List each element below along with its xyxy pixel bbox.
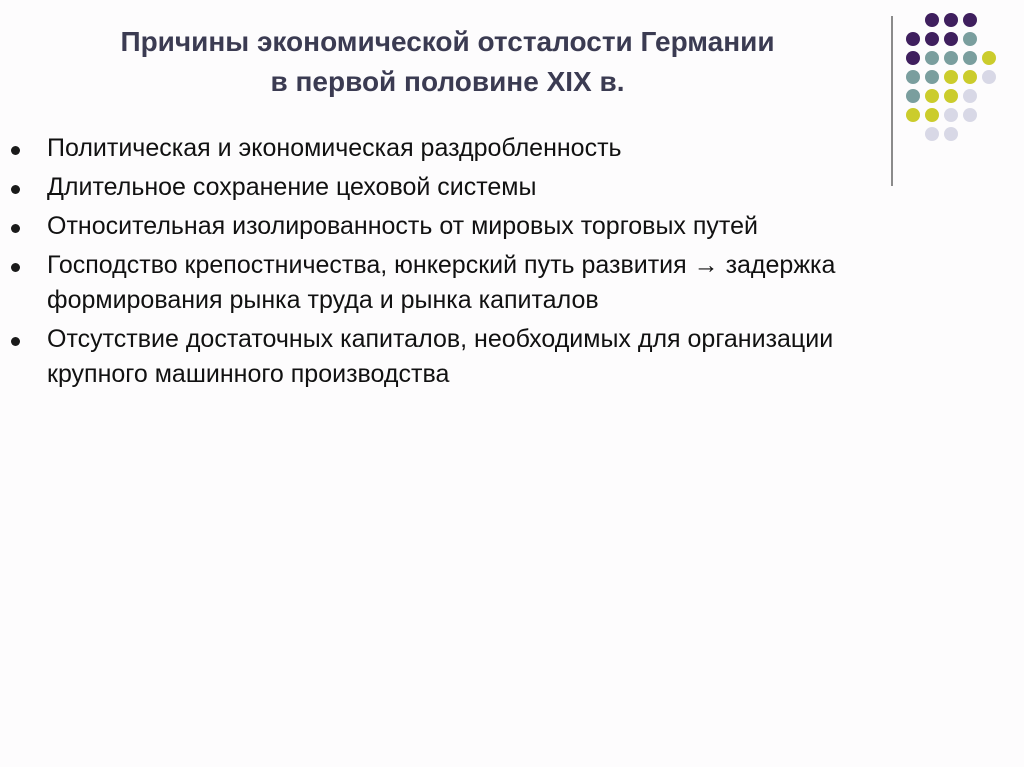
decoration-dot: [906, 108, 920, 122]
decoration-dot: [925, 89, 939, 103]
decoration-dot: [982, 51, 996, 65]
bullet-item: [0, 248, 1000, 318]
bullet-item: [0, 131, 1000, 166]
bullet-dot-icon: [11, 224, 20, 233]
bullet-dot-icon: [11, 146, 20, 155]
slide-title: [0, 22, 895, 102]
decoration-dot: [963, 70, 977, 84]
title-line-1: Причины экономической отсталости Германии: [120, 26, 775, 57]
decoration-dot: [963, 108, 977, 122]
bullet-text: Господство крепостничества, юнкерский путь развития → задержка формирования рынка труда и рынка капиталов: [47, 251, 836, 314]
decoration-dot: [925, 70, 939, 84]
bullet-item: [0, 209, 1000, 244]
decoration-dot: [982, 70, 996, 84]
decoration-dot: [944, 70, 958, 84]
title-line-2: в первой половине XIX в.: [270, 66, 625, 97]
bullet-dot-icon: [11, 337, 20, 346]
decoration-dot: [944, 32, 958, 46]
bullet-item: [0, 322, 1000, 392]
decoration-dot: [944, 51, 958, 65]
decoration-dot: [906, 70, 920, 84]
decoration-dot: [925, 13, 939, 27]
decoration-dot: [963, 32, 977, 46]
decoration-dot: [944, 108, 958, 122]
decoration-dot: [963, 13, 977, 27]
bullet-text: Длительное сохранение цеховой системы: [47, 173, 537, 201]
decoration-dot: [925, 51, 939, 65]
bullet-dot-icon: [11, 263, 20, 272]
bullet-text: Отсутствие достаточных капиталов, необходимых для организации крупного машинного производства: [47, 325, 834, 388]
bullet-text: Относительная изолированность от мировых торговых путей: [47, 212, 758, 240]
decoration-dot: [925, 108, 939, 122]
bullet-item: [0, 170, 1000, 205]
decoration-dot: [925, 32, 939, 46]
bullet-list: [0, 131, 1000, 396]
decoration-dot: [944, 13, 958, 27]
decoration-dot: [906, 32, 920, 46]
decoration-dot: [906, 89, 920, 103]
decoration-dot: [963, 51, 977, 65]
bullet-dot-icon: [11, 185, 20, 194]
decoration-dot: [944, 89, 958, 103]
bullet-text: Политическая и экономическая раздробленность: [47, 134, 622, 162]
decoration-dot: [963, 89, 977, 103]
decoration-dot: [906, 51, 920, 65]
